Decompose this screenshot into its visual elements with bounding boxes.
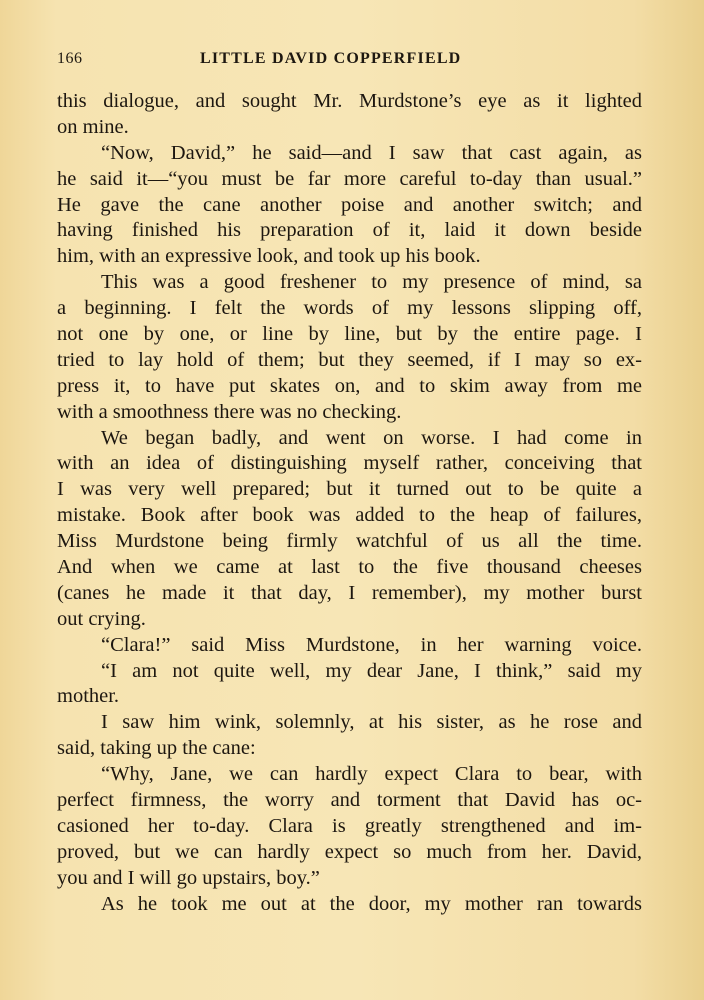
text-line: mistake. Book after book was added to the heap of failures, — [57, 504, 642, 527]
text-line: said, taking up the cane: — [57, 737, 256, 760]
text-line: casioned her to-day. Clara is greatly strengthened and im- — [57, 814, 642, 837]
body-text — [57, 89, 642, 918]
text-line: Miss Murdstone being firmly watchful of us all the time. — [57, 530, 642, 553]
text-line: him, with an expressive look, and took up his book. — [57, 245, 481, 268]
book-title: LITTLE DAVID COPPERFIELD — [200, 50, 462, 67]
text-line: on mine. — [57, 115, 129, 138]
text-line: “I am not quite well, my dear Jane, I think,” said my — [101, 659, 642, 682]
text-line: I saw him wink, solemnly, at his sister, as he rose and — [101, 711, 642, 734]
text-line: with a smoothness there was no checking. — [57, 400, 402, 423]
text-line: As he took me out at the door, my mother ran towards — [101, 892, 642, 915]
text-line: a beginning. I felt the words of my lessons slipping off, — [57, 297, 642, 320]
text-line: “Clara!” said Miss Murdstone, in her warning voice. — [101, 633, 642, 656]
text-line: you and I will go upstairs, boy.” — [57, 866, 320, 889]
text-line: I was very well prepared; but it turned out to be quite a — [57, 478, 642, 501]
text-line: “Why, Jane, we can hardly expect Clara to bear, with — [101, 763, 642, 786]
text-line: not one by one, or line by line, but by the entire page. I — [57, 323, 642, 346]
text-line: This was a good freshener to my presence of mind, sa — [101, 271, 642, 294]
text-line: (canes he made it that day, I remember), my mother burst — [57, 581, 642, 604]
running-head — [57, 50, 642, 72]
text-line: We began badly, and went on worse. I had come in — [101, 426, 642, 449]
text-line: And when we came at last to the five thousand cheeses — [57, 556, 642, 579]
text-line: this dialogue, and sought Mr. Murdstone’s eye as it lighted — [57, 90, 642, 112]
text-line: with an idea of distinguishing myself rather, conceiving that — [57, 452, 642, 475]
text-line: perfect firmness, the worry and torment that David has oc- — [57, 789, 642, 812]
page-number: 166 — [57, 50, 83, 67]
text-line: “Now, David,” he said—and I saw that cast again, as — [101, 141, 642, 164]
text-line: He gave the cane another poise and another switch; and — [57, 193, 642, 216]
text-line: mother. — [57, 685, 120, 708]
text-line: having finished his preparation of it, laid it down beside — [57, 219, 642, 242]
text-line: out crying. — [57, 607, 146, 630]
text-line: proved, but we can hardly expect so much from her. David, — [57, 840, 642, 863]
text-line: tried to lay hold of them; but they seemed, if I may so ex- — [57, 348, 642, 371]
text-line: he said it—“you must be far more careful to-day than usual.” — [57, 167, 642, 190]
text-line: press it, to have put skates on, and to skim away from me — [57, 374, 642, 397]
